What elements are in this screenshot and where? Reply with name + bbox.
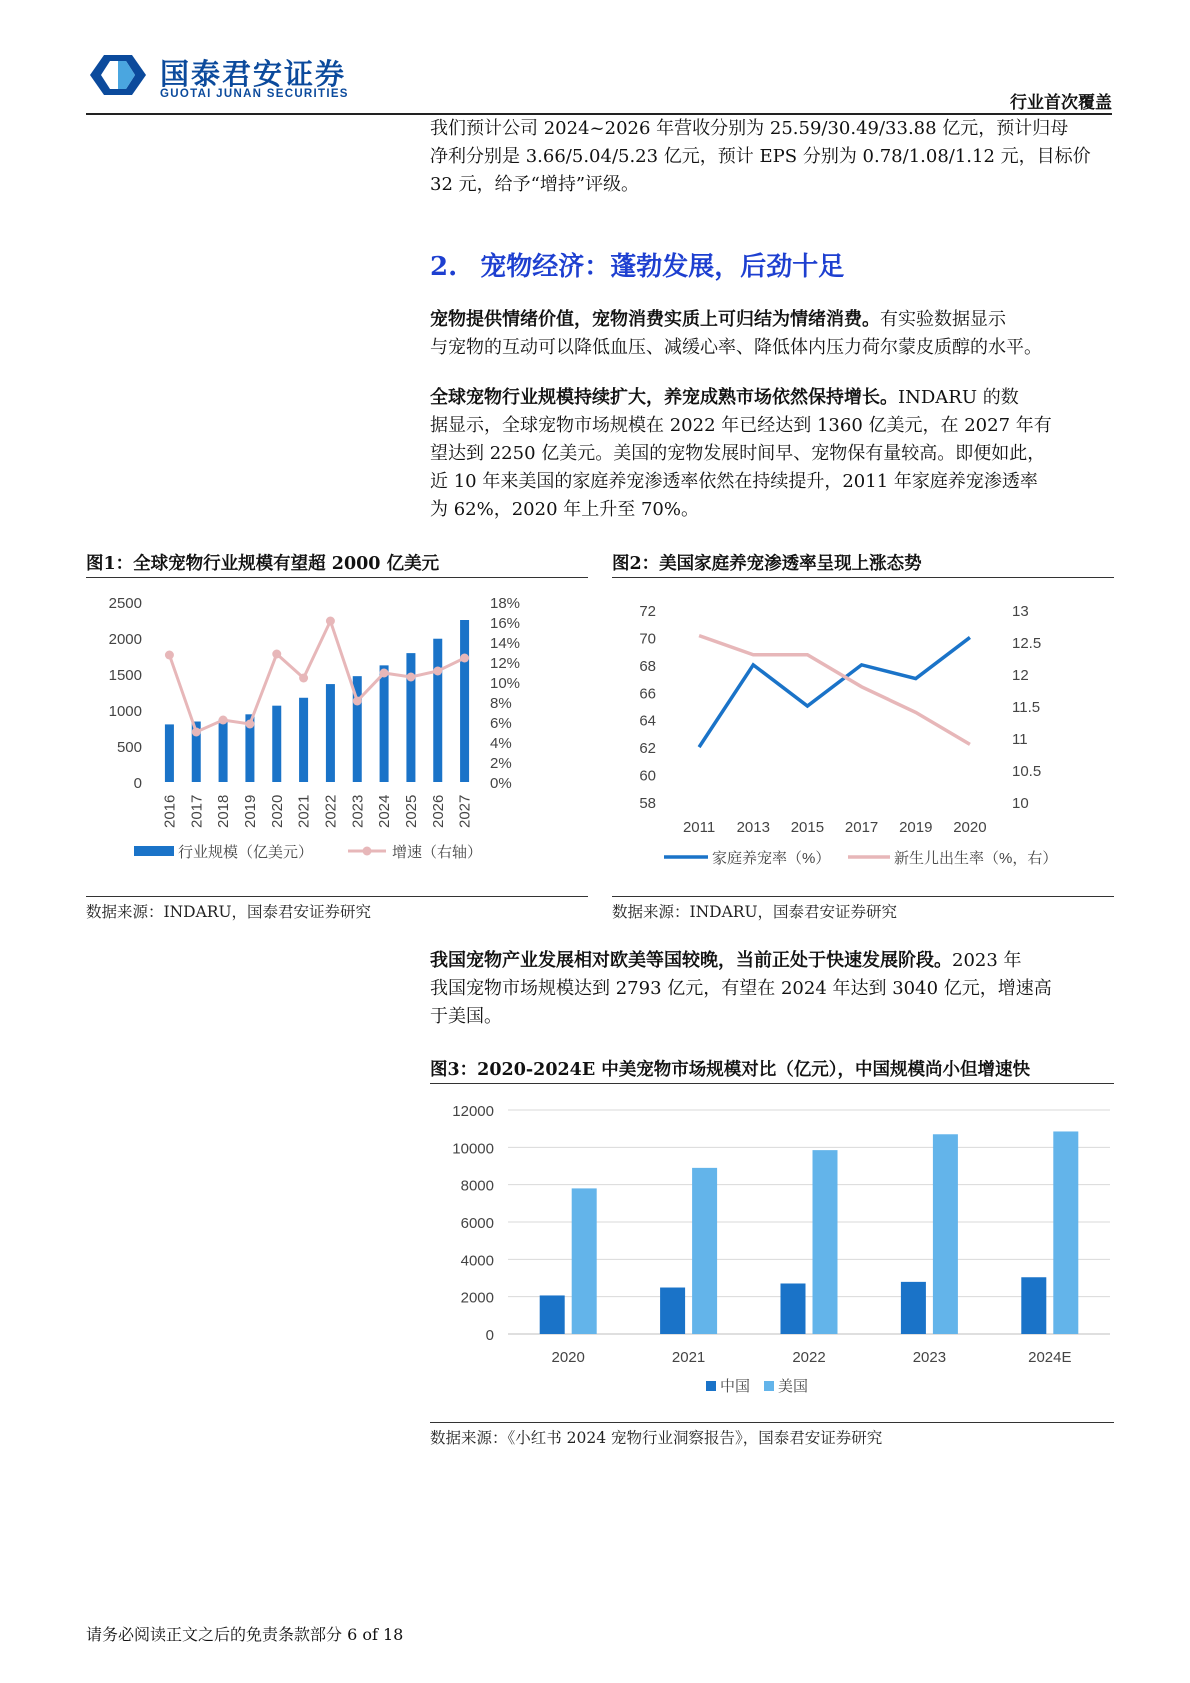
y-right-tick-label: 12% bbox=[490, 655, 521, 672]
x-tick-label: 2024 bbox=[376, 794, 394, 828]
paragraph-lead: 我国宠物产业发展相对欧美等国较晚，当前正处于快速发展阶段。 bbox=[430, 950, 952, 971]
bar-china bbox=[901, 1282, 926, 1334]
y-left-tick-label: 62 bbox=[639, 740, 656, 758]
y-right-tick-label: 12 bbox=[1012, 667, 1029, 684]
x-tick-label: 2020 bbox=[268, 794, 286, 828]
y-left-tick-label: 1000 bbox=[108, 703, 142, 720]
legend-label: 行业规模（亿美元） bbox=[178, 844, 314, 861]
x-tick-label: 2018 bbox=[215, 794, 233, 828]
brand-name: 国泰君安证券 bbox=[160, 57, 347, 91]
y-left-tick-label: 58 bbox=[639, 795, 656, 812]
bar bbox=[380, 665, 389, 782]
growth-point bbox=[406, 673, 415, 682]
figure-3-bottom-rule bbox=[430, 1422, 1114, 1423]
x-tick-label: 2019 bbox=[241, 794, 259, 828]
bar-china bbox=[781, 1283, 806, 1334]
paragraph-emotional-value: 宠物提供情绪价值，宠物消费实质上可归结为情绪消费。有实验数据显示 与宠物的互动可以降低血压、减缓心率、降低体内压力荷尔蒙皮质醇的水平。 bbox=[430, 309, 1042, 358]
growth-point bbox=[380, 669, 389, 678]
x-tick-label: 2017 bbox=[188, 794, 206, 828]
bar bbox=[326, 684, 335, 782]
x-tick-label: 2026 bbox=[429, 794, 447, 828]
growth-point bbox=[460, 654, 469, 663]
bar bbox=[299, 698, 308, 782]
growth-point bbox=[326, 617, 335, 626]
bar bbox=[433, 639, 442, 782]
y-left-tick-label: 70 bbox=[639, 630, 656, 648]
paragraph-global-scale: 全球宠物行业规模持续扩大，养宠成熟市场依然保持增长。INDARU 的数 据显示，全球宠物市场规模在 2022 年已经达到 1360 亿美元，在 2027 年有 望达到 2250 亿美元。美国的宠物发展时间早、宠物保有量较高。即便如此， 近 10 年来美国的家庭养宠渗透率依然在持续提升，2011 年家庭养宠渗透率 为 62%，2020 年上升至 70%。 bbox=[430, 387, 1052, 520]
figure-1-source: 数据来源：INDARU，国泰君安证券研究 bbox=[86, 903, 372, 921]
y-tick-label: 8000 bbox=[460, 1177, 494, 1195]
report-type-tag: 行业首次覆盖 bbox=[1010, 93, 1112, 113]
y-tick-label: 0 bbox=[485, 1327, 494, 1344]
x-tick-label: 2027 bbox=[456, 794, 474, 828]
x-tick-label: 2024E bbox=[1028, 1349, 1072, 1366]
legend-label: 中国 bbox=[720, 1378, 751, 1395]
y-left-tick-label: 64 bbox=[639, 712, 656, 730]
x-tick-label: 2021 bbox=[295, 794, 313, 828]
legend-swatch bbox=[764, 1381, 774, 1391]
bar-usa bbox=[813, 1150, 838, 1334]
growth-point bbox=[272, 650, 281, 659]
x-tick-label: 2011 bbox=[682, 819, 716, 836]
y-left-tick-label: 2000 bbox=[108, 631, 142, 648]
y-left-tick-label: 66 bbox=[639, 685, 656, 703]
section-number: 2. bbox=[430, 252, 458, 282]
intro-line-3: 32 元，给予“增持”评级。 bbox=[430, 174, 640, 195]
y-tick-label: 6000 bbox=[460, 1215, 494, 1232]
legend-label: 新生儿出生率（%，右） bbox=[894, 850, 1058, 867]
growth-point bbox=[219, 716, 228, 725]
y-right-tick-label: 12.5 bbox=[1012, 635, 1042, 652]
bar-usa bbox=[1053, 1131, 1078, 1334]
footer-disclaimer: 请务必阅读正文之后的免责条款部分 6 of 18 bbox=[86, 1625, 404, 1644]
bar-usa bbox=[933, 1134, 958, 1334]
pet-ownership-line bbox=[699, 637, 970, 747]
y-right-tick-label: 16% bbox=[490, 615, 521, 632]
figure-1-title: 图1：全球宠物行业规模有望超 2000 亿美元 bbox=[86, 554, 440, 574]
figure-2-source: 数据来源：INDARU，国泰君安证券研究 bbox=[612, 903, 898, 921]
y-left-tick-label: 500 bbox=[116, 739, 142, 756]
legend-swatch-bar bbox=[134, 846, 174, 856]
legend-swatch bbox=[706, 1381, 716, 1391]
x-tick-label: 2022 bbox=[322, 794, 340, 828]
intro-line-1: 我们预计公司 2024~2026 年营收分别为 25.59/30.49/33.88 亿元，预计归母 bbox=[430, 118, 1069, 139]
intro-line-2: 净利分别是 3.66/5.04/5.23 亿元，预计 EPS 分别为 0.78/1.08/1.12 元，目标价 bbox=[430, 146, 1091, 167]
intro-paragraph bbox=[430, 115, 1114, 199]
growth-point bbox=[433, 667, 442, 676]
bar bbox=[165, 724, 174, 782]
figure-3-chart bbox=[430, 1086, 1114, 1416]
x-tick-label: 2020 bbox=[953, 819, 987, 836]
x-tick-label: 2023 bbox=[912, 1349, 947, 1366]
y-left-tick-label: 1500 bbox=[108, 667, 142, 684]
y-right-tick-label: 10.5 bbox=[1012, 763, 1042, 780]
y-right-tick-label: 14% bbox=[490, 635, 521, 652]
y-right-tick-label: 0% bbox=[490, 775, 512, 792]
growth-point bbox=[192, 728, 201, 737]
y-right-tick-label: 18% bbox=[490, 595, 521, 612]
y-left-tick-label: 2500 bbox=[108, 595, 142, 612]
x-tick-label: 2013 bbox=[736, 819, 770, 836]
figure-3-title: 图3：2020-2024E 中美宠物市场规模对比（亿元），中国规模尚小但增速快 bbox=[430, 1060, 1031, 1080]
figure-2-top-rule bbox=[612, 577, 1114, 578]
paragraph-china-market: 我国宠物产业发展相对欧美等国较晚，当前正处于快速发展阶段。2023 年 我国宠物市场规模达到 2793 亿元，有望在 2024 年达到 3040 亿元，增速高 于美国。 bbox=[430, 950, 1052, 1027]
x-tick-label: 2015 bbox=[790, 819, 825, 836]
figure-1-chart bbox=[86, 580, 588, 890]
section-title: 宠物经济：蓬勃发展，后劲十足 bbox=[480, 252, 845, 282]
y-right-tick-label: 4% bbox=[490, 735, 512, 752]
bar bbox=[460, 620, 469, 782]
y-right-tick-label: 10% bbox=[490, 675, 521, 692]
figure-2-title: 图2：美国家庭养宠渗透率呈现上涨态势 bbox=[612, 554, 922, 574]
growth-point bbox=[299, 674, 308, 683]
bar-usa bbox=[692, 1168, 717, 1334]
bar-china bbox=[1021, 1277, 1046, 1334]
y-tick-label: 12000 bbox=[452, 1103, 494, 1120]
y-tick-label: 2000 bbox=[460, 1289, 494, 1307]
y-right-tick-label: 8% bbox=[490, 695, 512, 712]
bar-china bbox=[660, 1288, 685, 1334]
x-tick-label: 2022 bbox=[792, 1349, 826, 1366]
figure-1-bottom-rule bbox=[86, 896, 588, 897]
bar-china bbox=[540, 1295, 565, 1334]
legend-swatch-marker bbox=[363, 847, 372, 856]
paragraph-lead: 宠物提供情绪价值，宠物消费实质上可归结为情绪消费。 bbox=[430, 309, 880, 330]
company-logo bbox=[86, 52, 150, 98]
y-right-tick-label: 10 bbox=[1012, 795, 1029, 812]
growth-point bbox=[353, 697, 362, 706]
y-right-tick-label: 11.5 bbox=[1012, 699, 1041, 716]
x-tick-label: 2020 bbox=[551, 1349, 585, 1366]
x-tick-label: 2025 bbox=[402, 794, 420, 828]
birth-rate-line bbox=[699, 636, 970, 745]
x-tick-label: 2019 bbox=[899, 819, 933, 836]
paragraph-lead: 全球宠物行业规模持续扩大，养宠成熟市场依然保持增长。 bbox=[430, 387, 898, 408]
section-heading bbox=[430, 246, 844, 283]
figure-2-chart bbox=[612, 580, 1114, 890]
y-right-tick-label: 6% bbox=[490, 715, 512, 732]
y-left-tick-label: 60 bbox=[639, 767, 656, 785]
x-tick-label: 2021 bbox=[671, 1349, 706, 1366]
bar-usa bbox=[572, 1188, 597, 1334]
y-tick-label: 10000 bbox=[452, 1140, 494, 1158]
figure-3-top-rule bbox=[430, 1083, 1114, 1084]
figure-1-top-rule bbox=[86, 577, 588, 578]
x-tick-label: 2023 bbox=[349, 794, 367, 828]
bar bbox=[406, 653, 415, 782]
growth-point bbox=[165, 651, 174, 660]
legend-label: 家庭养宠率（%） bbox=[712, 850, 831, 867]
y-left-tick-label: 72 bbox=[639, 603, 656, 620]
figure-2-bottom-rule bbox=[612, 896, 1114, 897]
growth-point bbox=[245, 720, 254, 729]
y-left-tick-label: 68 bbox=[639, 657, 656, 675]
bar bbox=[272, 706, 281, 782]
y-right-tick-label: 13 bbox=[1012, 603, 1029, 620]
y-tick-label: 4000 bbox=[460, 1252, 494, 1270]
bar bbox=[219, 719, 228, 782]
y-right-tick-label: 11 bbox=[1012, 731, 1028, 748]
x-tick-label: 2016 bbox=[161, 794, 179, 828]
y-right-tick-label: 2% bbox=[490, 755, 512, 772]
logo-mark-icon bbox=[86, 52, 150, 98]
x-tick-label: 2017 bbox=[844, 819, 879, 836]
legend-label: 美国 bbox=[778, 1378, 809, 1395]
figure-3-source: 数据来源：《小红书 2024 宠物行业洞察报告》，国泰君安证券研究 bbox=[430, 1429, 883, 1447]
brand-name-en: GUOTAI JUNAN SECURITIES bbox=[160, 88, 349, 100]
legend-label: 增速（右轴） bbox=[392, 844, 483, 861]
growth-series-line bbox=[169, 621, 464, 732]
y-left-tick-label: 0 bbox=[133, 775, 142, 792]
